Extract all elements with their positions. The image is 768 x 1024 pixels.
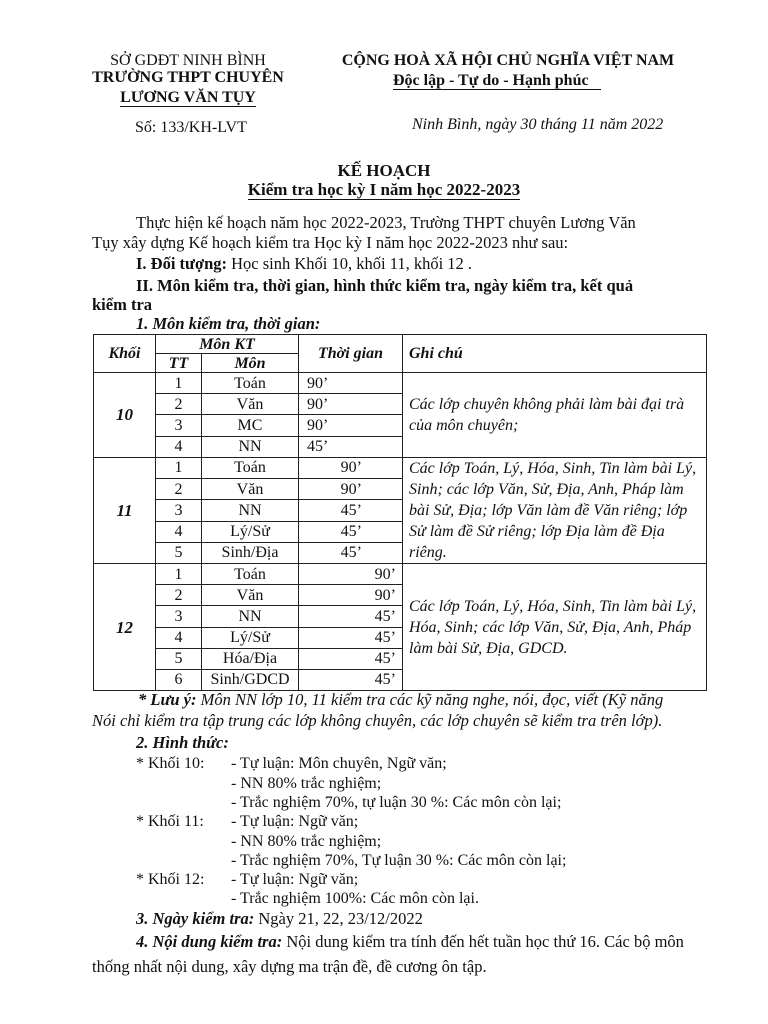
duration-cell: 90’ [299,585,403,606]
subject-cell: Lý/Sử [202,627,299,648]
khoi-cell: 10 [94,373,156,457]
subject-cell: MC [202,415,299,436]
duration-cell: 45’ [299,606,403,627]
duration-cell: 90’ [299,415,403,436]
subject-cell: Lý/Sử [202,521,299,542]
subsection-mon-thoi-gian: 1. Môn kiểm tra, thời gian: [136,314,321,333]
table-row [94,373,707,394]
section-mon-kiem-tra-line2: kiểm tra [92,295,153,314]
khoi-cell: 11 [94,457,156,564]
note-line1: * Lưu ý: Môn NN lớp 10, 11 kiểm tra các kỹ năng nghe, nói, đọc, viết (Kỹ năng [138,690,664,709]
section-doi-tuong-label: I. Đối tượng: [136,254,227,273]
khoi12-line2: - Trắc nghiệm 100%: Các môn còn lại. [231,890,479,907]
table-row [94,564,707,585]
tt-cell: 3 [156,500,202,521]
exam-schedule-table [93,334,707,691]
tt-cell: 4 [156,521,202,542]
duration-cell: 45’ [299,627,403,648]
tt-cell: 5 [156,648,202,669]
tt-cell: 4 [156,627,202,648]
duration-cell: 90’ [299,564,403,585]
duration-cell: 45’ [299,669,403,690]
tt-cell: 5 [156,542,202,563]
tt-cell: 2 [156,394,202,415]
header-mon-kt: Môn KT [156,335,299,354]
note-cell: Các lớp Toán, Lý, Hóa, Sinh, Tin làm bài Lý, Hóa, Sinh; các lớp Văn, Sử, Địa, Anh, Pháp làm bài Sử, Địa, GDCD. [403,564,707,691]
tt-cell: 6 [156,669,202,690]
note-line2: Nói chỉ kiểm tra tập trung các lớp không chuyên, các lớp chuyên sẽ kiểm tra trên lớp). [92,711,663,730]
noi-dung-line2: thống nhất nội dung, xây dựng ma trận đề, đề cương ôn tập. [92,957,487,976]
intro-line1: Thực hiện kế hoạch năm học 2022-2023, Trường THPT chuyên Lương Văn [136,213,636,232]
subject-cell: NN [202,606,299,627]
khoi10-line1: - Tự luận: Môn chuyên, Ngữ văn; [231,755,447,772]
tt-cell: 2 [156,478,202,499]
duration-cell: 90’ [299,373,403,394]
duration-cell: 90’ [299,394,403,415]
khoi12-label: * Khối 12: [136,871,205,888]
document-title: KẾ HOẠCH [337,161,431,180]
noi-dung-label: 4. Nội dung kiểm tra: [136,932,283,951]
duration-cell: 90’ [299,478,403,499]
ngay-kiem-tra-value: Ngày 21, 22, 23/12/2022 [254,909,423,928]
section-doi-tuong-text: Học sinh Khối 10, khối 11, khối 12 . [227,254,473,273]
ngay-kiem-tra [136,909,423,929]
subject-cell: NN [202,436,299,457]
header-thoi-gian: Thời gian [299,335,403,373]
duration-cell: 90’ [299,457,403,478]
school-name-line2: LƯƠNG VĂN TỤY [120,89,256,106]
duration-cell: 45’ [299,648,403,669]
subject-cell: Hóa/Địa [202,648,299,669]
tt-cell: 2 [156,585,202,606]
noi-dung-line1: 4. Nội dung kiểm tra: Nội dung kiểm tra tính đến hết tuần học thứ 16. Các bộ môn [136,932,684,951]
header-tt: TT [156,354,202,373]
document-number: Số: 133/KH-LVT [135,119,247,136]
tt-cell: 3 [156,606,202,627]
table-row [94,457,707,478]
tt-cell: 4 [156,436,202,457]
note-label: * Lưu ý: [138,690,197,709]
khoi11-label: * Khối 11: [136,813,204,830]
subject-cell: NN [202,500,299,521]
khoi11-line3: - Trắc nghiệm 70%, Tự luận 30 %: Các môn còn lại; [231,852,567,869]
subject-cell: Văn [202,585,299,606]
subject-cell: Sinh/Địa [202,542,299,563]
national-motto: Độc lập - Tự do - Hạnh phúc [393,72,601,90]
subject-cell: Văn [202,478,299,499]
khoi10-line2: - NN 80% trắc nghiệm; [231,775,382,792]
ngay-kiem-tra-label: 3. Ngày kiểm tra: [136,909,255,928]
note-cell: Các lớp Toán, Lý, Hóa, Sinh, Tin làm bài Lý, Sinh; các lớp Văn, Sử, Địa, Anh, Pháp làm bài Sử, Địa; lớp Văn làm đề Văn riêng; lớp Sử làm đề Sử riêng; lớp Địa làm đề Địa riêng. [403,457,707,564]
tt-cell: 3 [156,415,202,436]
khoi11-line1: - Tự luận: Ngữ văn; [231,813,359,830]
school-name-line1: TRƯỜNG THPT CHUYÊN [92,69,284,86]
khoi12-line1: - Tự luận: Ngữ văn; [231,871,359,888]
tt-cell: 1 [156,564,202,585]
document-subtitle: Kiểm tra học kỳ I năm học 2022-2023 [247,180,521,199]
subject-cell: Văn [202,394,299,415]
intro-line2: Tụy xây dựng Kế hoạch kiểm tra Học kỳ I năm học 2022-2023 như sau: [92,233,569,252]
hinh-thuc-heading: 2. Hình thức: [136,733,229,752]
subject-cell: Toán [202,564,299,585]
duration-cell: 45’ [299,436,403,457]
header-khoi: Khối [94,335,156,373]
subject-cell: Toán [202,457,299,478]
duration-cell: 45’ [299,521,403,542]
khoi-cell: 12 [94,564,156,691]
tt-cell: 1 [156,373,202,394]
khoi10-line3: - Trắc nghiệm 70%, tự luận 30 %: Các môn còn lại; [231,794,562,811]
department-name: SỞ GDĐT NINH BÌNH [110,52,266,69]
khoi11-line2: - NN 80% trắc nghiệm; [231,833,382,850]
header-mon: Môn [202,354,299,373]
note-cell: Các lớp chuyên không phải làm bài đại trà của môn chuyên; [403,373,707,457]
khoi10-label: * Khối 10: [136,755,205,772]
section-doi-tuong [136,254,472,274]
subject-cell: Sinh/GDCD [202,669,299,690]
document-date: Ninh Bình, ngày 30 tháng 11 năm 2022 [412,116,664,133]
national-title: CỘNG HOÀ XÃ HỘI CHỦ NGHĨA VIỆT NAM [341,52,675,69]
subject-cell: Toán [202,373,299,394]
tt-cell: 1 [156,457,202,478]
header-ghi-chu: Ghi chú [403,335,707,373]
duration-cell: 45’ [299,542,403,563]
duration-cell: 45’ [299,500,403,521]
section-mon-kiem-tra-line1: II. Môn kiểm tra, thời gian, hình thức kiểm tra, ngày kiểm tra, kết quả [136,276,634,295]
